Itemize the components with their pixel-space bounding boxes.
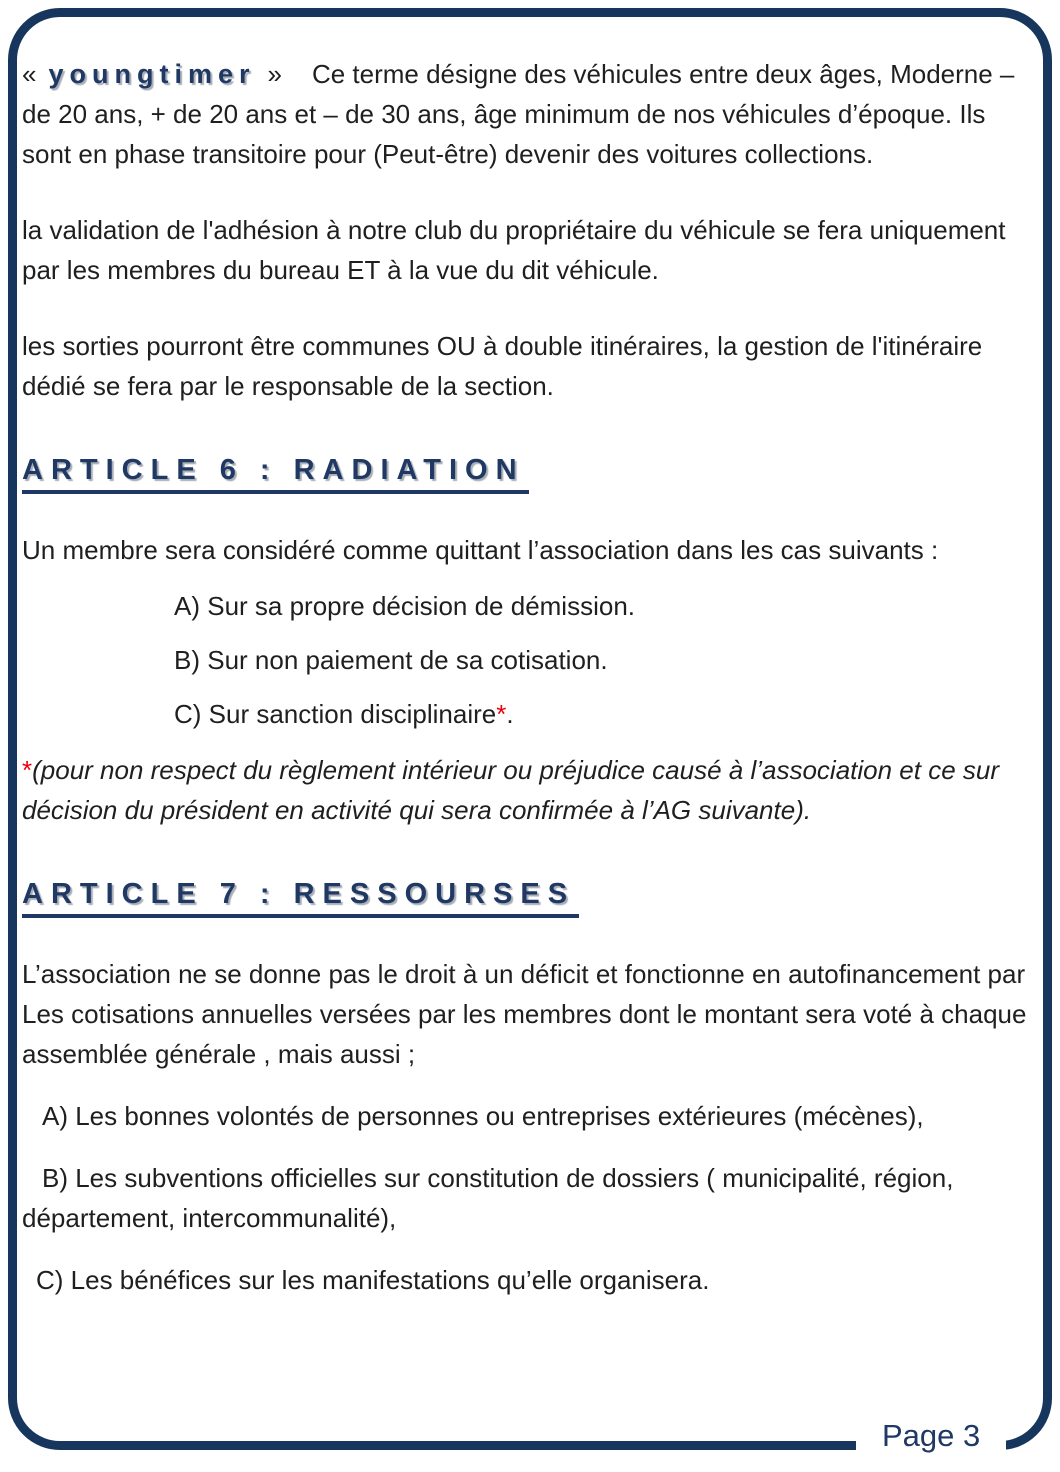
resources-item-b: B) Les subventions officielles sur constitution de dossiers ( municipalité, région, département, intercommunalité), (22, 1163, 954, 1233)
outings-paragraph: les sorties pourront être communes OU à double itinéraires, la gestion de l'itinéraire dédié se fera par le responsable de la section. (22, 331, 983, 401)
brand-name: youngtimer (48, 59, 256, 89)
radiation-item-a: A) Sur sa propre décision de démission. (174, 591, 636, 621)
resources-item-c: C) Les bénéfices sur les manifestations qu’elle organisera. (36, 1265, 710, 1295)
resources-intro-paragraph: L’association ne se donne pas le droit à un déficit et fonctionne en autofinancement par Les cotisations annuelles versées par les membres dont le montant sera voté à chaque assemblée générale , mais aussi ; (22, 959, 1027, 1069)
intro-paragraph (22, 54, 1027, 174)
article-7-heading: ARTICLE 7 : RESSOURSES (22, 878, 579, 918)
red-asterisk: * (496, 699, 507, 729)
radiation-item-c-text: C) Sur sanction disciplinaire (174, 699, 497, 729)
resources-item-a: A) Les bonnes volontés de personnes ou entreprises extérieures (mécènes), (42, 1101, 924, 1131)
radiation-list (22, 586, 1027, 734)
membership-validation-paragraph: la validation de l'adhésion à notre club du propriétaire du véhicule se fera uniquement par les membres du bureau ET à la vue du dit véhicule. (22, 215, 1006, 285)
disciplinary-note-paragraph (22, 750, 1027, 830)
radiation-item-c (22, 694, 1027, 734)
disciplinary-note-text: (pour non respect du règlement intérieur ou préjudice causé à l’association et ce sur décision du président en activité qui sera confirmée à l’AG suivante). (22, 755, 999, 825)
intro-text: Ce terme désigne des véhicules entre deux âges, Moderne – de 20 ans, + de 20 ans et – de 30 ans, âge minimum de nos véhicules d’époque. Ils sont en phase transitoire pour (Peut-être) devenir des voitures collections. (22, 59, 1015, 169)
resources-list (22, 1096, 1027, 1300)
radiation-item-b: B) Sur non paiement de sa cotisation. (174, 645, 608, 675)
open-guillemet: « (22, 59, 37, 89)
note-red-asterisk: * (22, 755, 33, 785)
document-content (22, 0, 1027, 1300)
page-number: Page 3 (856, 1414, 1006, 1458)
article-7-heading-block (22, 874, 1027, 918)
radiation-item-c-period: . (506, 699, 514, 729)
article-6-heading-block (22, 450, 1027, 494)
article-6-heading: ARTICLE 6 : RADIATION (22, 454, 529, 494)
close-guillemet: » (267, 59, 282, 89)
radiation-intro-paragraph: Un membre sera considéré comme quittant l’association dans les cas suivants : (22, 535, 939, 565)
